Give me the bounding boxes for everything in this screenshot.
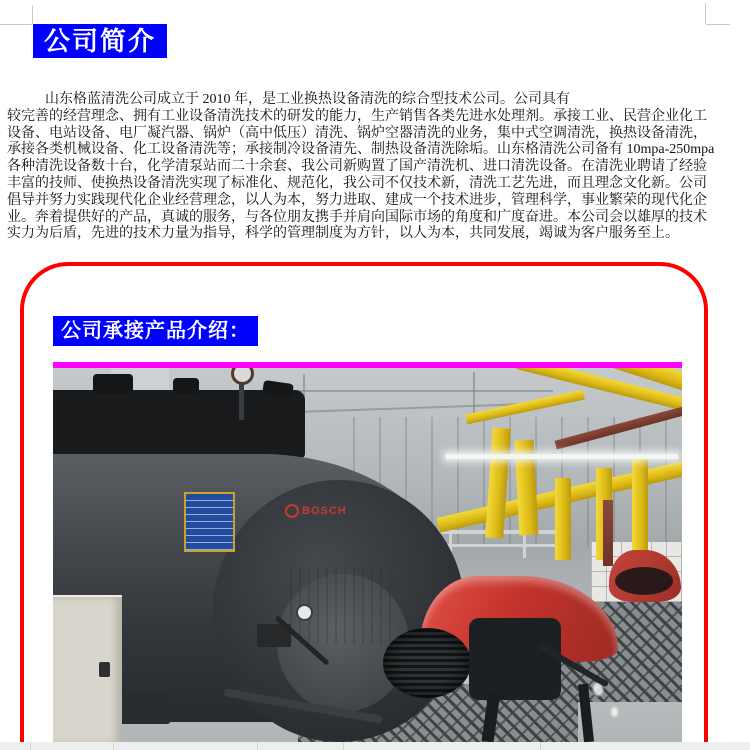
section-title-products: 公司承接产品介绍：	[53, 316, 258, 346]
paragraph-line: 山东格蓝清洗公司成立于 2010 年，是工业换热设备清洗的综合型技术公司。公司具有	[45, 92, 570, 107]
burner-gauge	[296, 604, 313, 621]
crop-mark-top-left-horizontal	[0, 24, 32, 25]
control-cabinet	[53, 595, 122, 742]
yellow-pipe-vertical	[632, 458, 648, 556]
paragraph-line: 丰富的技师、使换热设备清洗实现了标准化、规范化，我公司不仅技术新，清洗工艺先进，而且理念文化新。公司	[7, 175, 707, 191]
background-burner-coil	[615, 567, 673, 595]
paragraph-line: 实力为后盾，先进的技术力量为指导，科学的管理制度为方针，以人为本，共同发展，竭诚为客户服务至上。	[7, 226, 679, 242]
paragraph-line: 业。奔着提供好的产品，真诚的服务，与各位朋友携手并肩向国际市场的角度和广度奋进。本公司会以雄厚的技术	[7, 209, 707, 225]
boiler-room-photo	[53, 362, 682, 742]
bosch-ring-icon	[285, 504, 299, 518]
products-section-box	[20, 262, 708, 750]
ceiling-post	[473, 372, 475, 416]
burner-pump-body	[469, 618, 561, 700]
boiler-valve	[93, 374, 133, 394]
photo-top-stripe	[53, 362, 682, 368]
table-column-line	[540, 742, 541, 750]
crop-mark-top-right-horizontal	[706, 24, 730, 25]
cabinet-handle	[99, 662, 110, 677]
paragraph-line: 较完善的经营理念、拥有工业设备清洗技术的研发的能力，生产销售各类先进水处理剂。承接工业、民营企业化工	[7, 108, 707, 124]
boiler-top-platform	[53, 390, 305, 458]
paragraph-line: 倡导并努力实践现代化企业经营理念，以人为本，努力进取、建成一个技术进步，管理科学，事业繁荣的现代化企	[7, 192, 707, 208]
crop-mark-top-right-vertical	[705, 3, 706, 24]
paragraph-line: 承接各类机械设备、化工设备清洗等；承接制冷设备清先、制热设备清洗除垢。山东格清洗公司备有 10mpa-250mpa	[7, 142, 715, 158]
paragraph-line: 设备、电站设备、电厂凝汽器、锅炉（高中低压）清洗、锅炉空器清洗的业务，集中式空调清洗，换热设备清洗，	[7, 125, 707, 141]
burner-motor	[383, 628, 471, 698]
bosch-logo-text: BOSCH	[302, 504, 347, 517]
table-column-line	[30, 742, 31, 750]
boiler-valve	[173, 378, 199, 394]
section-title-company-profile: 公司简介	[33, 24, 167, 58]
fluorescent-light	[446, 454, 678, 459]
company-profile-paragraph	[7, 92, 748, 243]
bottom-table-edge	[0, 742, 750, 750]
maroon-pipe-vertical	[603, 500, 613, 566]
table-column-line	[113, 742, 114, 750]
bosch-logo	[285, 504, 347, 518]
yellow-pipe-vertical	[555, 478, 571, 560]
guard-rail	[437, 544, 562, 547]
boiler-nameplate	[184, 492, 235, 552]
floor-shine	[611, 707, 618, 717]
paragraph-line: 各种清洗设备数十台，化学清泵站而二十余套、我公司新购置了国产清洗机、进口清洗设备。在清洗业聘请了经验	[7, 159, 707, 175]
table-column-line	[257, 742, 258, 750]
table-column-line	[343, 742, 344, 750]
crop-mark-top-left-vertical	[32, 5, 33, 24]
